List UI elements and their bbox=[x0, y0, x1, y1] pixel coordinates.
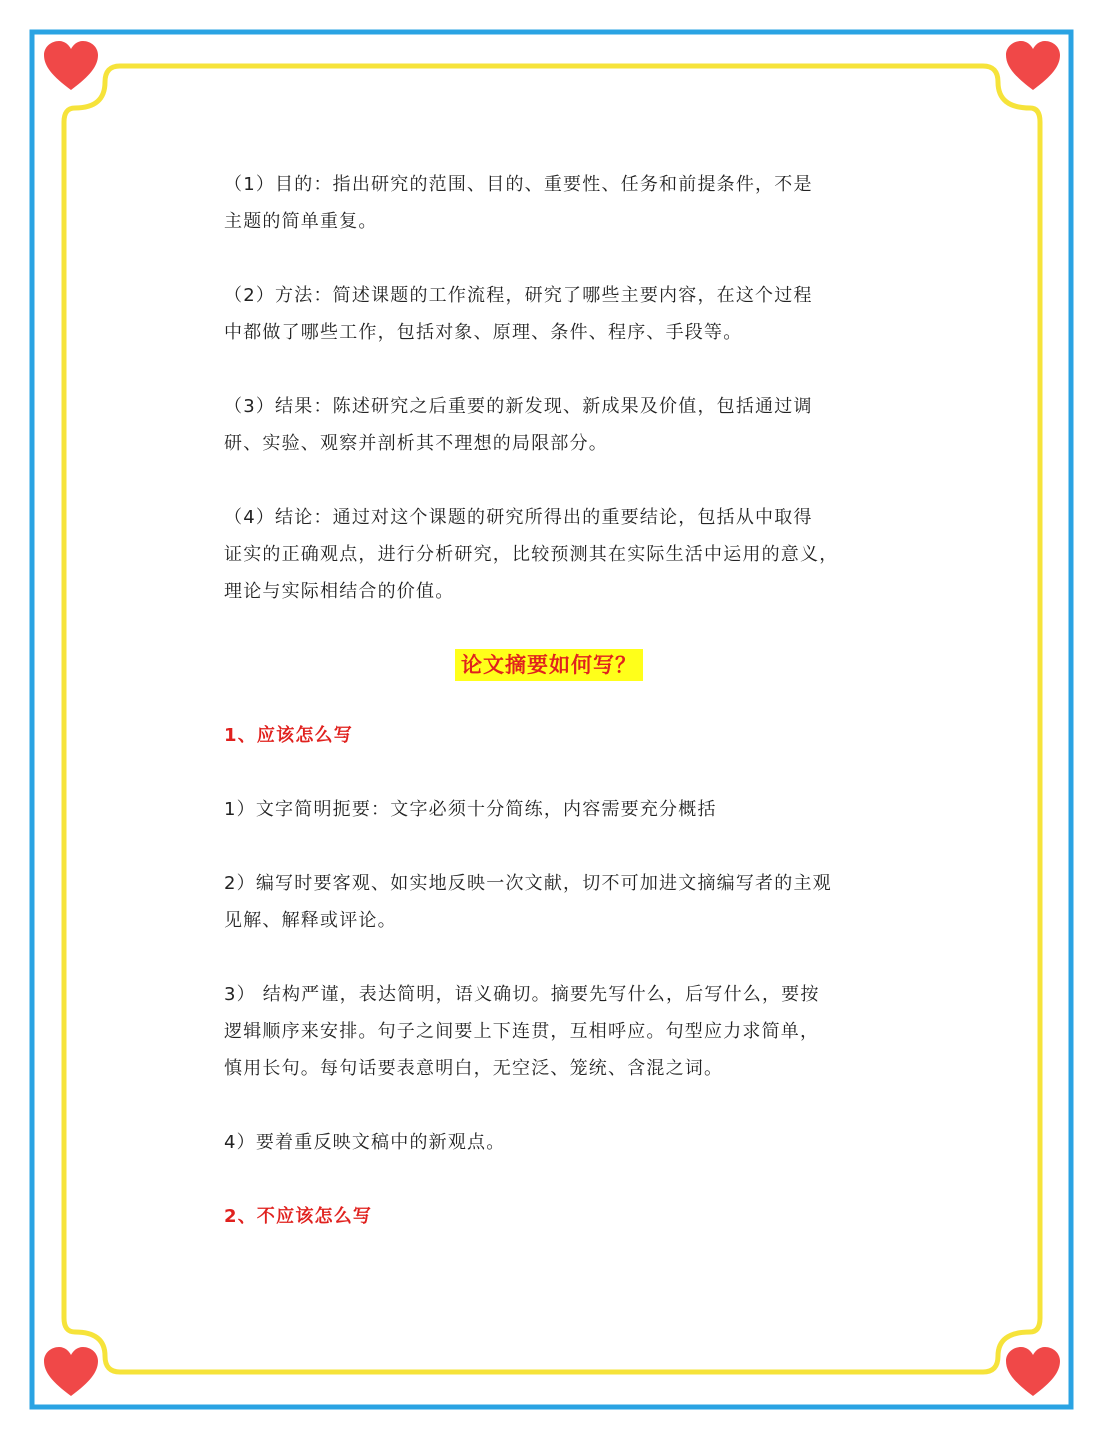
heart-icon bbox=[42, 40, 100, 92]
text-line: 4）要着重反映文稿中的新观点。 bbox=[224, 1132, 506, 1153]
text-line: 中都做了哪些工作，包括对象、原理、条件、程序、手段等。 bbox=[224, 322, 743, 343]
text-line: 主题的简单重复。 bbox=[224, 211, 378, 232]
text-line: 1）文字简明扼要：文字必须十分简练，内容需要充分概括 bbox=[224, 799, 717, 820]
intro-paragraph-method bbox=[224, 277, 874, 351]
subheading-should-not-write: 2、不应该怎么写 bbox=[224, 1206, 373, 1227]
heart-icon bbox=[1004, 40, 1062, 92]
text-line: 证实的正确观点，进行分析研究，比较预测其在实际生活中运用的意义， bbox=[224, 544, 839, 565]
text-line: （3）结果：陈述研究之后重要的新发现、新成果及价值，包括通过调 bbox=[224, 396, 813, 417]
section-title-wrap bbox=[224, 649, 874, 689]
heart-icon bbox=[42, 1346, 100, 1398]
text-line: 见解、解释或评论。 bbox=[224, 910, 397, 931]
text-line: （1）目的：指出研究的范围、目的、重要性、任务和前提条件，不是 bbox=[224, 174, 813, 195]
document-body bbox=[224, 166, 874, 1235]
point-item bbox=[224, 1124, 874, 1161]
section-title: 论文摘要如何写？ bbox=[455, 649, 643, 681]
intro-paragraph-purpose bbox=[224, 166, 874, 240]
text-line: 3） 结构严谨，表达简明，语义确切。摘要先写什么，后写什么，要按 bbox=[224, 984, 820, 1005]
point-item bbox=[224, 865, 874, 939]
heart-icon bbox=[1004, 1346, 1062, 1398]
text-line: 研、实验、观察并剖析其不理想的局限部分。 bbox=[224, 433, 608, 454]
text-line: 2）编写时要客观、如实地反映一次文献，切不可加进文摘编写者的主观 bbox=[224, 873, 832, 894]
text-line: 慎用长句。每句话要表意明白，无空泛、笼统、含混之词。 bbox=[224, 1058, 724, 1079]
text-line: （2）方法：简述课题的工作流程，研究了哪些主要内容，在这个过程 bbox=[224, 285, 813, 306]
text-line: 理论与实际相结合的价值。 bbox=[224, 581, 455, 602]
intro-paragraph-result bbox=[224, 388, 874, 462]
text-line: 逻辑顺序来安排。句子之间要上下连贯，互相呼应。句型应力求简单， bbox=[224, 1021, 820, 1042]
intro-paragraph-conclusion bbox=[224, 499, 874, 610]
point-item bbox=[224, 791, 874, 828]
subheading-should-write: 1、应该怎么写 bbox=[224, 725, 353, 746]
point-item bbox=[224, 976, 874, 1087]
text-line: （4）结论：通过对这个课题的研究所得出的重要结论，包括从中取得 bbox=[224, 507, 813, 528]
